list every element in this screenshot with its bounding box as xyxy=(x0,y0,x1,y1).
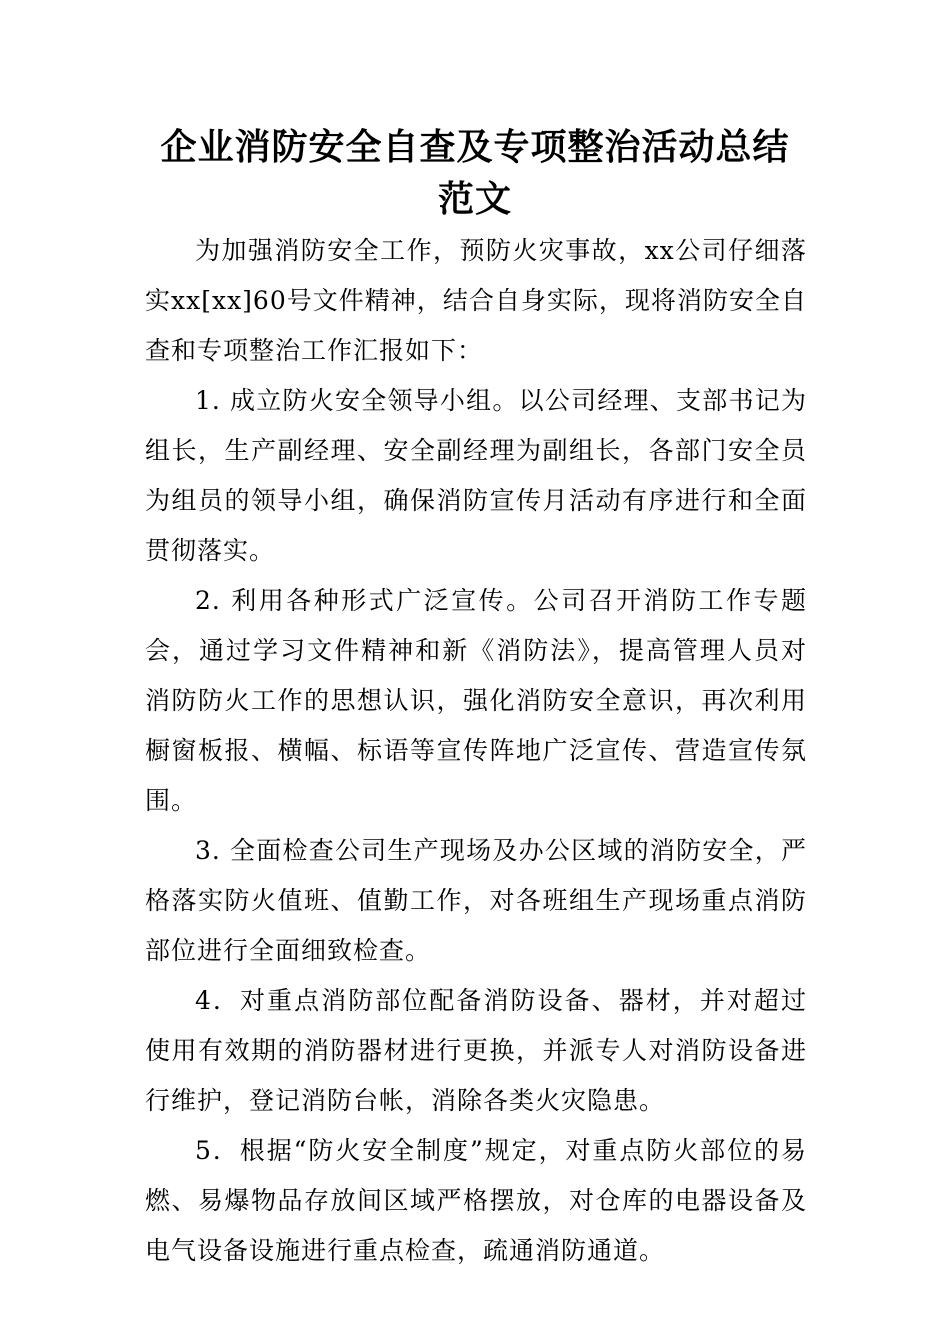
document-body xyxy=(145,226,807,1276)
item-paragraph-3: 3. 全面检查公司生产现场及办公区域的消防安全，严格落实防火值班、值勤工作，对各班组生产现场重点消防部位进行全面细致检查。 xyxy=(145,836,807,965)
document-title: 企业消防安全自查及专项整治活动总结范文 xyxy=(160,127,790,220)
item-paragraph-1: 1. 成立防火安全领导小组。以公司经理、支部书记为组长，生产副经理、安全副经理为副组长，各部门安全员为组员的领导小组，确保消防宣传月活动有序进行和全面贯彻落实。 xyxy=(145,386,807,565)
item-paragraph-2: 2. 利用各种形式广泛宣传。公司召开消防工作专题会，通过学习文件精神和新《消防法》，提高管理人员对消防防火工作的思想认识，强化消防安全意识，再次利用橱窗板报、横幅、标语等宣传阵地广泛宣传、营造宣传氛围。 xyxy=(145,586,807,815)
intro-paragraph: 为加强消防安全工作，预防火灾事故，xx公司仔细落实xx[xx]60号文件精神，结合自身实际，现将消防安全自查和专项整治工作汇报如下： xyxy=(145,236,807,365)
item-paragraph-5: 5．根据“防火安全制度”规定，对重点防火部位的易燃、易爆物品存放间区域严格摆放，对仓库的电器设备及电气设备设施进行重点检查，疏通消防通道。 xyxy=(145,1136,807,1265)
item-paragraph-4: 4．对重点消防部位配备消防设备、器材，并对超过使用有效期的消防器材进行更换，并派专人对消防设备进行维护，登记消防台帐，消除各类火灾隐患。 xyxy=(145,986,807,1115)
